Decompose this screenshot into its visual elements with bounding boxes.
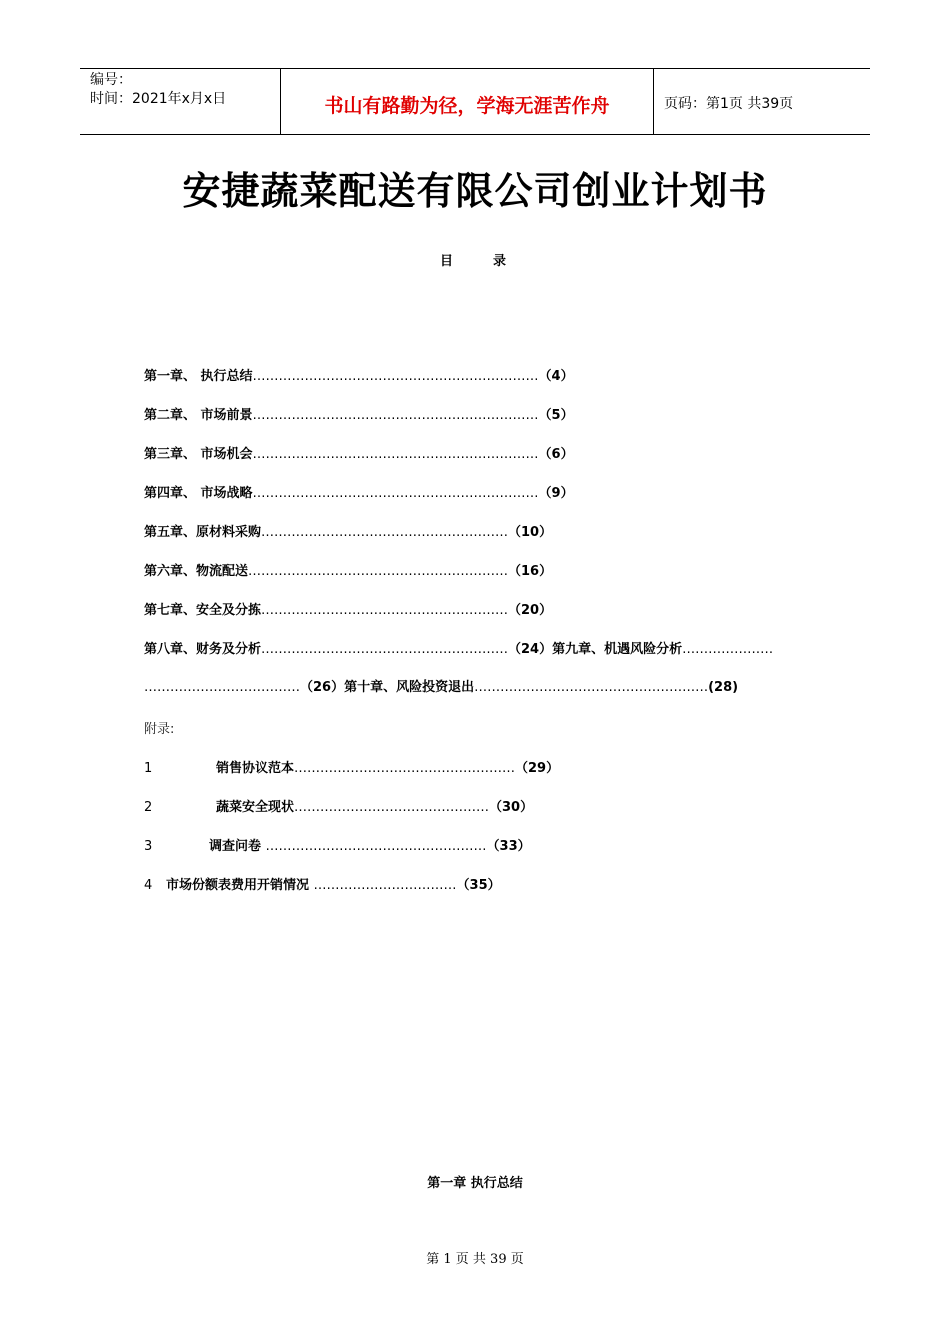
toc-page: （9） — [538, 486, 574, 501]
chapter-heading: 第一章 执行总结 — [427, 1176, 523, 1191]
appendix-entry[interactable] — [144, 874, 501, 893]
appendix-num: 2 — [144, 800, 153, 815]
toc-entry[interactable] — [144, 641, 773, 659]
toc-dots: ………………………………………………… — [261, 642, 509, 657]
toc-page: （6） — [538, 447, 574, 462]
toc-dots: ……………………………………………… — [474, 680, 709, 695]
appendix-label-text: 调查问卷 — [209, 839, 266, 854]
appendix-label: 附录: — [144, 722, 175, 737]
toc-dots: ………………………………………………………… — [252, 369, 539, 384]
toc-dots: ………………………………………………… — [261, 603, 509, 618]
toc-page: (28) — [708, 680, 739, 695]
appendix-num: 4 — [144, 878, 153, 893]
toc-entry[interactable] — [144, 368, 574, 386]
toc-entry[interactable] — [144, 563, 552, 581]
toc-dots: ………………… — [682, 642, 774, 657]
motto-text: 书山有路勤为径，学海无涯苦作舟 — [324, 95, 610, 117]
toc-entry[interactable] — [144, 446, 574, 464]
appendix-dots: ……………………………………… — [294, 800, 490, 815]
time-label: 时间：2021年x月x日 — [90, 91, 227, 107]
appendix-label-text: 蔬菜安全现状 — [216, 800, 295, 815]
appendix-dots: …………………………… — [313, 878, 457, 893]
appendix-entry[interactable] — [144, 835, 531, 854]
toc-entry[interactable] — [144, 602, 552, 620]
toc-entry[interactable] — [144, 485, 574, 503]
toc-page: （16） — [508, 564, 553, 579]
appendix-dots: …………………………………………… — [265, 839, 487, 854]
toc-dots: ………………………………………………………… — [252, 447, 539, 462]
appendix-num: 3 — [144, 839, 153, 854]
appendix-dots: …………………………………………… — [294, 761, 516, 776]
toc-page: （20） — [508, 603, 553, 618]
appendix-entry[interactable] — [144, 757, 559, 776]
toc-page: （10） — [508, 525, 553, 540]
toc-dots: …………………………………………………… — [248, 564, 509, 579]
page-info-text: 页码：第1页 共39页 — [664, 95, 794, 112]
toc-label: 第一章、 执行总结 — [144, 369, 253, 384]
appendix-num: 1 — [144, 761, 153, 776]
appendix-entry[interactable] — [144, 796, 533, 815]
toc-page: （26）第十章、风险投资退出 — [300, 680, 475, 695]
appendix-label-text: 销售协议范本 — [216, 761, 295, 776]
toc-label: 第二章、 市场前景 — [144, 408, 253, 423]
toc-entry[interactable] — [144, 679, 738, 697]
toc-label: 第六章、物流配送 — [144, 564, 249, 579]
header-table — [80, 68, 870, 135]
toc-heading: 目录 — [440, 254, 547, 269]
toc-dots: ………………………………………………… — [261, 525, 509, 540]
toc-label: 第四章、 市场战略 — [144, 486, 253, 501]
toc-entry[interactable] — [144, 407, 574, 425]
page-footer: 第 1 页 共 39 页 — [426, 1252, 524, 1267]
appendix-page: （29） — [515, 761, 560, 776]
toc-dots: ………………………………………………………… — [252, 408, 539, 423]
appendix-page: （33） — [486, 839, 531, 854]
appendix-page: （35） — [456, 878, 501, 893]
toc-label: 第三章、 市场机会 — [144, 447, 253, 462]
document-title: 安捷蔬菜配送有限公司创业计划书 — [182, 169, 768, 213]
page-info-cell — [654, 69, 870, 134]
toc-dots: ……………………………… — [144, 680, 300, 695]
toc-page: （24）第九章、机遇风险分析 — [508, 642, 683, 657]
toc-page: （4） — [538, 369, 574, 384]
header-meta-cell — [80, 69, 281, 134]
number-label: 编号： — [90, 72, 132, 88]
appendix-page: （30） — [489, 800, 534, 815]
toc-label: 第七章、安全及分拣 — [144, 603, 262, 618]
toc-entry[interactable] — [144, 524, 552, 542]
toc-label: 第八章、财务及分析 — [144, 642, 262, 657]
toc-page: （5） — [538, 408, 574, 423]
appendix-label-text: 市场份额表费用开销情况 — [166, 878, 314, 893]
toc-dots: ………………………………………………………… — [252, 486, 539, 501]
motto-cell — [281, 69, 654, 134]
toc-label: 第五章、原材料采购 — [144, 525, 262, 540]
